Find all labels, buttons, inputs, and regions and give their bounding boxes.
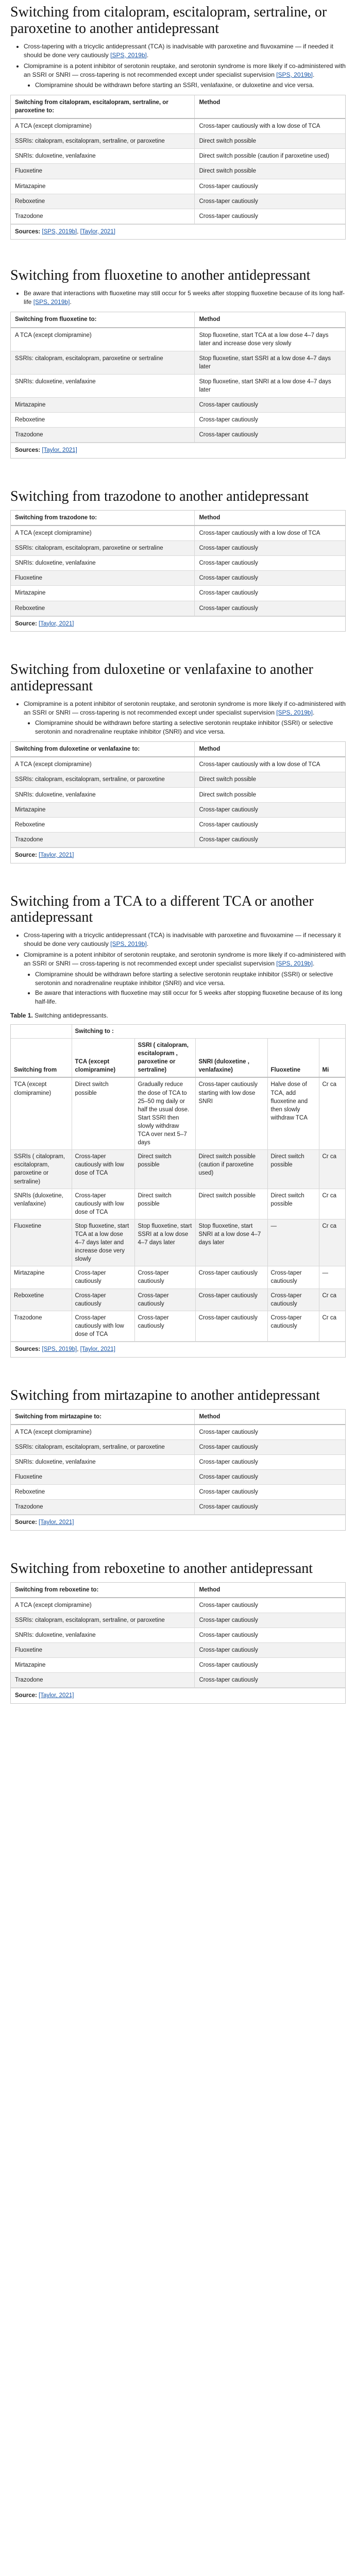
table-row: A TCA (except clomipramine) Cross-taper cautiously — [11, 1598, 345, 1613]
table-row: Reboxetine Cross-taper cautiously — [11, 413, 345, 428]
table-row: TCA (except clomipramine) Direct switch possible Gradually reduce the dose of TCA to 25–50 mg daily or half the usual dose. Start SSRI then slowly withdraw TCA over next 5–7 days Cross-taper cautiously starting with low dose SNRI Halve dose of TCA, add fluoxetine and then slowly withdraw TCA Cr ca — [11, 1077, 346, 1149]
bullet-list — [10, 42, 346, 90]
table-header: Method — [195, 1410, 345, 1425]
table-row: Mirtazapine Cross-taper cautiously — [11, 398, 345, 413]
source-link[interactable]: [Taylor, 2021] — [39, 1692, 74, 1699]
table-row: SNRIs: duloxetine, venlafaxine Cross-taper cautiously — [11, 1454, 345, 1469]
table-header: Method — [195, 312, 345, 327]
source-link[interactable]: [SPS, 2019b] — [42, 228, 77, 235]
table-row: Trazodone Cross-taper cautiously — [11, 1500, 345, 1515]
bullet-item: • Be aware that interactions with fluoxetine may still occur for 5 weeks after stopping fluoxetine because of its long half-life [SPS, 2019b]. — [24, 289, 346, 307]
section-title: Switching from trazodone to another antidepressant — [10, 488, 309, 505]
table-row: Mirtazapine Cross-taper cautiously — [11, 802, 345, 817]
table-row: SSRIs: citalopram, escitalopram, sertraline, or paroxetine Direct switch possible — [11, 134, 345, 149]
table-row: SNRIs: duloxetine, venlafaxine Cross-taper cautiously — [11, 556, 345, 571]
bullet-list — [10, 931, 346, 1006]
table-row: SSRIs ( citalopram, escitalopram, paroxetine or sertraline) Cross-taper cautiously with low dose of TCA Direct switch possible Direct switch possible (caution if paroxetine used) Direct switch possible Cr ca — [11, 1150, 346, 1189]
switching-matrix-table[interactable] — [10, 1024, 346, 1358]
source-link[interactable]: [SPS, 2019b] — [42, 1346, 77, 1353]
section-title: Switching from mirtazapine to another antidepressant — [10, 1387, 320, 1403]
table-header: Fluoxetine — [267, 1039, 319, 1078]
table-sources: Source: [Taylor, 2021] — [11, 616, 345, 632]
table-row: Mirtazapine Cross-taper cautiously — [11, 586, 345, 601]
table-row: SNRIs (duloxetine, venlafaxine) Cross-taper cautiously with low dose of TCA Direct switch possible Direct switch possible Direct switch possible Cr ca — [11, 1189, 346, 1219]
bullet-item: • Cross-tapering with a tricyclic antidepressant (TCA) is inadvisable with paroxetine and fluvoxamine — if necessary it should be done very cautiously [SPS, 2019b]. — [24, 931, 346, 948]
table-header: Switching from citalopram, escitalopram, sertraline, or paroxetine to: — [11, 95, 195, 118]
section-fluoxetine — [10, 267, 346, 459]
table-header: Switching from mirtazapine to: — [11, 1410, 195, 1425]
sub-bullet-list — [24, 81, 346, 90]
switching-table — [10, 510, 346, 632]
table-row: A TCA (except clomipramine) Cross-taper cautiously with a low dose of TCA — [11, 118, 345, 134]
table-row: SSRIs: citalopram, escitalopram, sertraline, or paroxetine Direct switch possible — [11, 772, 345, 787]
sub-bullet-item: • Clomipramine should be withdrawn before starting a selective serotonin reuptake inhibitor (SSRI) or selective serotonin and noradrenaline reuptake inhibitor (SNRI) and vice versa. — [35, 719, 346, 736]
table-row: Trazodone Cross-taper cautiously — [11, 1673, 345, 1688]
switching-table — [10, 1409, 346, 1531]
source-link[interactable]: [Taylor, 2021] — [80, 1346, 115, 1353]
source-link[interactable]: [Taylor, 2021] — [39, 1519, 74, 1526]
bullet-list — [10, 289, 346, 307]
table-row: Fluoxetine Cross-taper cautiously — [11, 1469, 345, 1484]
table-corner-cell — [11, 1025, 72, 1039]
section-trazodone — [10, 488, 346, 632]
bullet-item: • Clomipramine is a potent inhibitor of serotonin reuptake, and serotonin syndrome is more likely if co-administered with an SSRI or SNRI — cross-tapering is not recommended except under specialist supervision [SPS, 2019b]. • Clomipramine should be withdrawn before starting a selective serotonin reuptake inhibitor (SSRI) or selective serotonin and noradrenaline reuptake inhibitor (SNRI) and vice versa. — [24, 700, 346, 736]
section-title: Switching from duloxetine or venlafaxine to another antidepressant — [10, 662, 313, 694]
table-header: Method — [195, 95, 345, 118]
bullet-item: • Cross-tapering with a tricyclic antidepressant (TCA) is inadvisable with paroxetine and fluvoxamine — if needed it should be done very cautiously [SPS, 2019b]. — [24, 42, 346, 60]
table-row: Mirtazapine Cross-taper cautiously Cross-taper cautiously Cross-taper cautiously Cross-taper cautiously — — [11, 1266, 346, 1289]
table-header: SNRI (duloxetine , venlafaxine) — [195, 1039, 267, 1078]
switching-table — [10, 312, 346, 459]
switching-table — [10, 741, 346, 863]
switching-table — [10, 1582, 346, 1704]
section-reboxetine — [10, 1561, 346, 1704]
table-sources: Source: [Taylor, 2021] — [11, 848, 345, 863]
section-title: Switching from reboxetine to another antidepressant — [10, 1560, 313, 1577]
table-header: Switching from duloxetine or venlafaxine to: — [11, 742, 195, 757]
reference-link[interactable]: [SPS, 2019b] — [276, 960, 313, 968]
table-row: Mirtazapine Cross-taper cautiously — [11, 1658, 345, 1673]
table-row: Trazodone Cross-taper cautiously — [11, 832, 345, 847]
table-row: SNRIs: duloxetine, venlafaxine Direct switch possible — [11, 787, 345, 802]
table-row: SSRIs: citalopram, escitalopram, paroxetine or sertraline Stop fluoxetine, start SSRI at a low dose 4–7 days later — [11, 351, 345, 374]
table-row: SNRIs: duloxetine, venlafaxine Stop fluoxetine, start SNRI at a low dose 4–7 days later — [11, 374, 345, 397]
source-link[interactable]: [Taylor, 2021] — [80, 228, 115, 235]
table-header: Method — [195, 1583, 345, 1598]
table-row: Reboxetine Cross-taper cautiously — [11, 1485, 345, 1500]
sub-bullet-list — [24, 970, 346, 1006]
reference-link[interactable]: [SPS, 2019b] — [110, 940, 147, 948]
table-row: Trazodone Cross-taper cautiously with low dose of TCA Cross-taper cautiously Cross-taper cautiously Cross-taper cautiously Cr ca — [11, 1311, 346, 1341]
table-row: Reboxetine Cross-taper cautiously Cross-taper cautiously Cross-taper cautiously Cross-taper cautiously Cr ca — [11, 1289, 346, 1311]
table-row: A TCA (except clomipramine) Cross-taper cautiously — [11, 1425, 345, 1440]
table-row: Fluoxetine Stop fluoxetine, start TCA at a low dose 4–7 days later and increase dose very slowly Stop fluoxetine, start SSRI at a low dose 4–7 days later Stop fluoxetine, start SNRI at a low dose 4–7 days later — Cr ca — [11, 1219, 346, 1266]
table-row: A TCA (except clomipramine) Cross-taper cautiously with a low dose of TCA — [11, 526, 345, 541]
table-row: SSRIs: citalopram, escitalopram, sertraline, or paroxetine Cross-taper cautiously — [11, 1439, 345, 1454]
section-tca — [10, 893, 346, 1358]
table-header: Method — [195, 511, 345, 526]
table-header: Method — [195, 742, 345, 757]
sub-bullet-item: • Be aware that interactions with fluoxetine may still occur for 5 weeks after stopping fluoxetine because of its long half-life. — [35, 989, 346, 1006]
table-sources: Sources: [SPS, 2019b], [Taylor, 2021] — [11, 1342, 345, 1357]
switching-table — [10, 95, 346, 240]
table-row: Fluoxetine Direct switch possible — [11, 164, 345, 179]
table-row: Reboxetine Cross-taper cautiously — [11, 194, 345, 209]
table-header: Mi — [319, 1039, 346, 1078]
sub-bullet-item: • Clomipramine should be withdrawn before starting an SSRI, venlafaxine, or duloxetine and vice versa. — [35, 81, 346, 90]
section-mirtazapine — [10, 1387, 346, 1531]
table-sources: Sources: [Taylor, 2021] — [11, 443, 345, 458]
section-title: Switching from a TCA to a different TCA or another antidepressant — [10, 893, 314, 926]
bullet-list — [10, 700, 346, 736]
source-link[interactable]: [Taylor, 2021] — [39, 620, 74, 627]
table-row: SSRIs: citalopram, escitalopram, sertraline, or paroxetine Cross-taper cautiously — [11, 1613, 345, 1628]
table-row: Mirtazapine Cross-taper cautiously — [11, 179, 345, 194]
sub-bullet-list — [24, 719, 346, 736]
table-header: SSRI ( citalopram, escitalopram , paroxetine or sertraline) — [134, 1039, 195, 1078]
table-caption: Table 1. Switching antidepressants. — [10, 1011, 108, 1019]
table-row: Trazodone Cross-taper cautiously — [11, 428, 345, 443]
table-row: SSRIs: citalopram, escitalopram, paroxetine or sertraline Cross-taper cautiously — [11, 541, 345, 556]
source-link[interactable]: [Taylor, 2021] — [42, 447, 77, 454]
source-link[interactable]: [Taylor, 2021] — [39, 852, 74, 858]
reference-link[interactable]: [SPS, 2019b] — [276, 71, 313, 78]
reference-link[interactable]: [SPS, 2019b] — [110, 51, 147, 59]
bullet-item: • Clomipramine is a potent inhibitor of serotonin reuptake, and serotonin syndrome is more likely if co-administered with an SSRI or SNRI — cross-tapering is not recommended except under specialist supervision [SPS, 2019b]. • Clomipramine should be withdrawn before starting a selective serotonin reuptake inhibitor (SSRI) or selective serotonin and noradrenaline reuptake inhibitor (SNRI) and vice versa. • Be aware that interactions with fluoxetine may still occur for 5 weeks after stopping fluoxetine because of its long half-life. — [24, 951, 346, 1006]
table-row: Trazodone Cross-taper cautiously — [11, 209, 345, 224]
section-duloxetine — [10, 662, 346, 863]
table-sources: Source: [Taylor, 2021] — [11, 1515, 345, 1530]
table-header: Switching from — [11, 1039, 72, 1078]
sub-bullet-item: • Clomipramine should be withdrawn before starting a selective serotonin reuptake inhibitor (SSRI) or selective serotonin and noradrenaline reuptake inhibitor (SNRI) and vice versa. — [35, 970, 346, 988]
table-row: Fluoxetine Cross-taper cautiously — [11, 1643, 345, 1658]
table-row: Reboxetine Cross-taper cautiously — [11, 817, 345, 832]
table-row: Fluoxetine Cross-taper cautiously — [11, 571, 345, 586]
section-title: Switching from citalopram, escitalopram, sertraline, or paroxetine to another antidepressant — [10, 4, 327, 37]
table-header: Switching from reboxetine to: — [11, 1583, 195, 1598]
table-header: Switching from trazodone to: — [11, 511, 195, 526]
table-sources: Source: [Taylor, 2021] — [11, 1688, 345, 1703]
reference-link[interactable]: [SPS, 2019b] — [33, 298, 70, 306]
table-group-header: Switching to : — [72, 1025, 346, 1039]
table-row: SNRIs: duloxetine, venlafaxine Cross-taper cautiously — [11, 1628, 345, 1643]
bullet-item: • Clomipramine is a potent inhibitor of serotonin reuptake, and serotonin syndrome is more likely if co-administered with an SSRI or SNRI — cross-tapering is not recommended except under specialist supervision [SPS, 2019b]. • Clomipramine should be withdrawn before starting an SSRI, venlafaxine, or duloxetine and vice versa. — [24, 62, 346, 90]
table-row: SNRIs: duloxetine, venlafaxine Direct switch possible (caution if paroxetine used) — [11, 149, 345, 164]
table-row: A TCA (except clomipramine) Cross-taper cautiously with a low dose of TCA — [11, 757, 345, 772]
table-sources: Sources: [SPS, 2019b], [Taylor, 2021] — [11, 224, 345, 240]
section-title: Switching from fluoxetine to another antidepressant — [10, 267, 311, 284]
section-citalopram — [10, 4, 346, 240]
table-row: Reboxetine Cross-taper cautiously — [11, 601, 345, 616]
table-header: TCA (except clomipramine) — [72, 1039, 134, 1078]
table-row: A TCA (except clomipramine) Stop fluoxetine, start TCA at a low dose 4–7 days later and increase dose very slowly — [11, 328, 345, 351]
table-header: Switching from fluoxetine to: — [11, 312, 195, 327]
reference-link[interactable]: [SPS, 2019b] — [276, 709, 313, 717]
